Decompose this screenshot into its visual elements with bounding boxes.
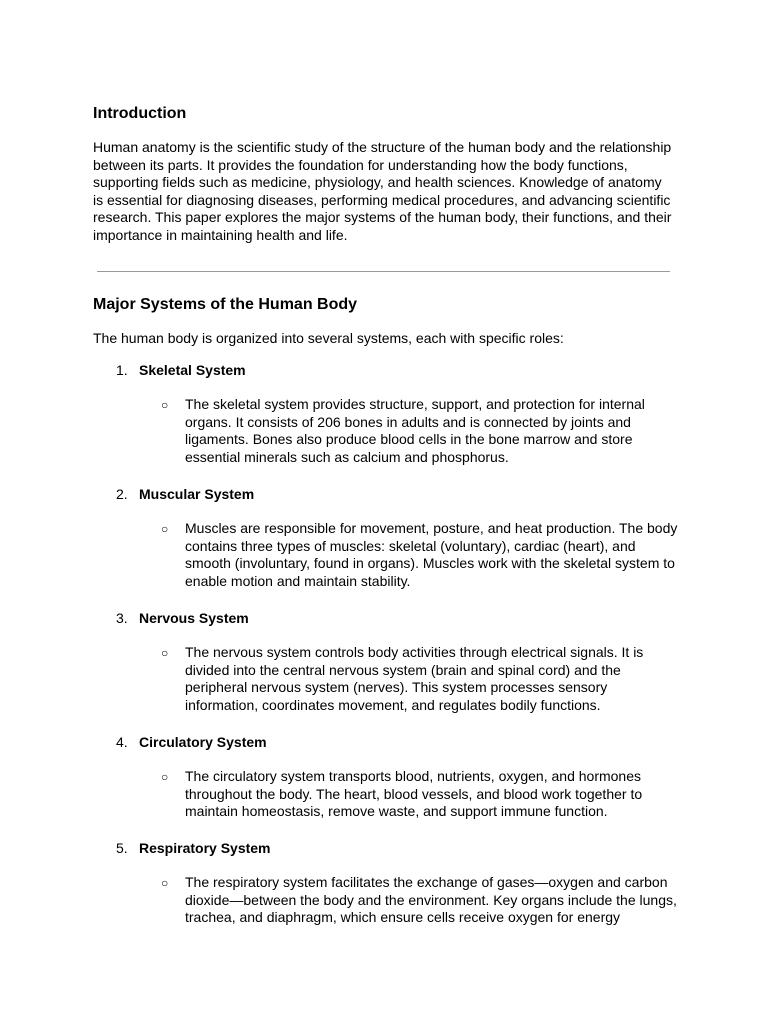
system-item-muscular <box>93 485 683 600</box>
system-name: Circulatory System <box>139 734 267 750</box>
major-systems-heading: Major Systems of the Human Body <box>93 296 358 313</box>
system-description: The circulatory system transports blood, nutrients, oxygen, and hormones throughout the body. The heart, blood vessels, and blood work together to maintain homeostasis, remove waste, and support immune function. <box>185 768 643 820</box>
major-systems-intro: The human body is organized into several systems, each with specific roles: <box>93 330 564 346</box>
introduction-paragraph: Human anatomy is the scientific study of the structure of the human body and the relationship between its parts. It provides the foundation for understanding how the body functions, supporting fields such as medicine, physiology, and health sciences. Knowledge of anatomy is essential for diagnosing diseases, performing medical procedures, and advancing scientific research. This paper explores the major systems of the human body, their functions, and their importance in maintaining health and life. <box>93 139 672 243</box>
system-item-respiratory <box>93 839 683 954</box>
system-name: Muscular System <box>139 486 255 502</box>
hollow-circle-bullet-icon: ○ <box>161 646 169 660</box>
system-description: The respiratory system facilitates the exchange of gases—oxygen and carbon dioxide—between the body and the environment. Key organs include the lungs, trachea, and diaphragm, which ensure cells receive oxygen for energy <box>185 874 677 926</box>
system-description: The nervous system controls body activities through electrical signals. It is divided into the central nervous system (brain and spinal cord) and the peripheral nervous system (nerves). This system processes sensory information, coordinates movement, and regulates bodily functions. <box>185 644 644 713</box>
introduction-heading: Introduction <box>93 105 187 122</box>
system-name: Nervous System <box>139 610 249 626</box>
hollow-circle-bullet-icon: ○ <box>161 876 169 890</box>
system-name: Respiratory System <box>139 840 271 856</box>
hollow-circle-bullet-icon: ○ <box>161 522 169 536</box>
system-item-circulatory <box>93 733 683 848</box>
system-description: Muscles are responsible for movement, posture, and heat production. The body contains three types of muscles: skeletal (voluntary), cardiac (heart), and smooth (involuntary, found in organs). Muscles work with the skeletal system to enable motion and maintain stability. <box>185 520 678 589</box>
system-number: 2. <box>116 486 128 502</box>
system-number: 4. <box>116 734 128 750</box>
hollow-circle-bullet-icon: ○ <box>161 770 169 784</box>
system-number: 1. <box>116 362 128 378</box>
system-description: The skeletal system provides structure, support, and protection for internal organs. It consists of 206 bones in adults and is connected by joints and ligaments. Bones also produce blood cells in the bone marrow and store essential minerals such as calcium and phosphorus. <box>185 396 645 465</box>
system-item-nervous <box>93 609 683 724</box>
system-item-skeletal <box>93 361 683 476</box>
hollow-circle-bullet-icon: ○ <box>161 398 169 412</box>
system-name: Skeletal System <box>139 362 246 378</box>
section-divider <box>97 271 670 272</box>
system-number: 3. <box>116 610 128 626</box>
system-number: 5. <box>116 840 128 856</box>
